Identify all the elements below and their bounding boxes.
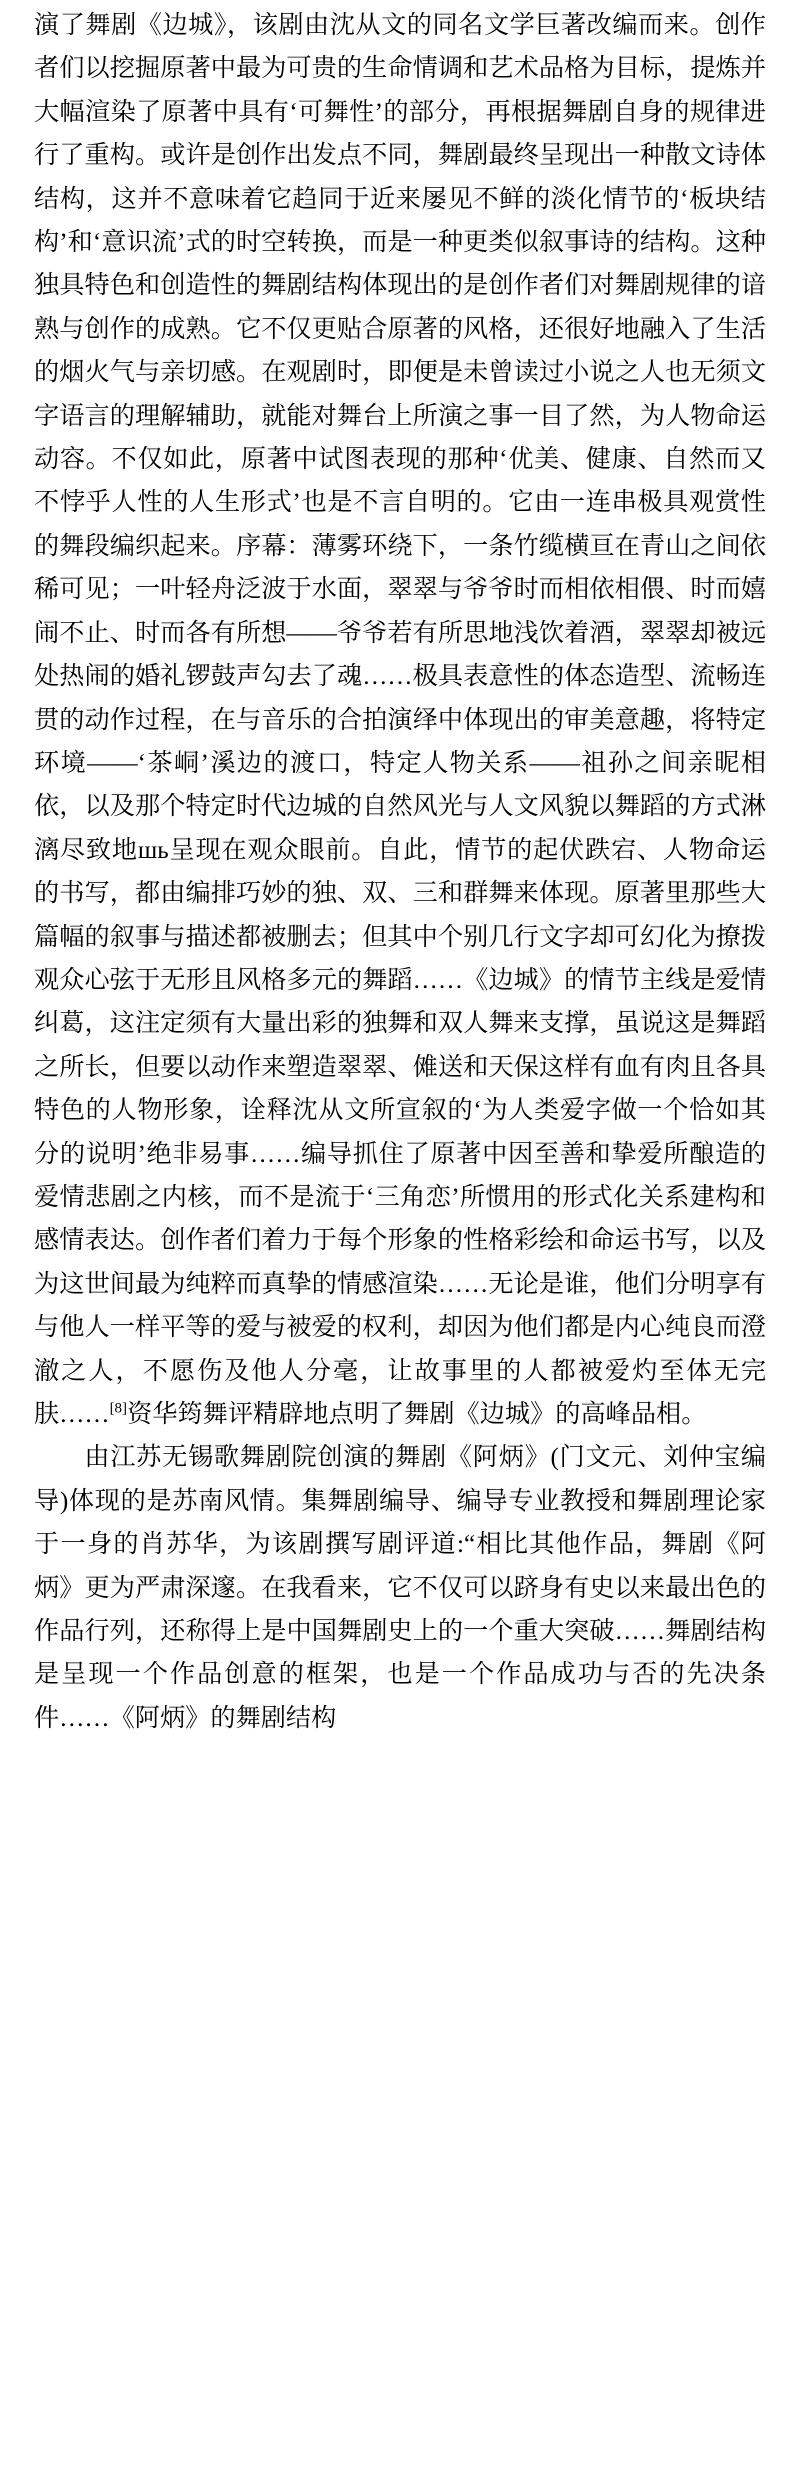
paragraph-1 (34, 4, 766, 1436)
footnote-reference: [8] (109, 1400, 128, 1417)
paragraph-1-text-after: 资华筠舞评精辟地点明了舞剧《边城》的高峰品相。 (127, 1401, 707, 1428)
document-body (34, 4, 766, 1740)
paragraph-1-text: 演了舞剧《边城》，该剧由沈从文的同名文学巨著改编而来。创作者们以挖掘原著中最为可贵的生命情调和艺术品格为目标，提炼并大幅渲染了原著中具有‘可舞性’的部分，再根据舞剧自身的规律进行了重构。或许是创作出发点不同，舞剧最终呈现出一种散文诗体结构，这并不意味着它趋同于近来屡见不鲜的淡化情节的‘板块结构’和‘意识流’式的时空转换，而是一种更类似叙事诗的结构。这种独具特色和创造性的舞剧结构体现出的是创作者们对舞剧规律的谙熟与创作的成熟。它不仅更贴合原著的风格，还很好地融入了生活的烟火气与亲切感。在观剧时，即便是未曾读过小说之人也无须文字语言的理解辅助，就能对舞台上所演之事一目了然，为人物命运动容。不仅如此，原著中试图表现的那种‘优美、健康、自然而又不悖乎人性的人生形式’也是不言自明的。它由一连串极具观赏性的舞段编织起来。序幕：薄雾环绕下，一条竹缆横亘在青山之间依稀可见；一叶轻舟泛波于水面，翠翠与爷爷时而相依相偎、时而嬉闹不止、时而各有所想——爷爷若有所思地浅饮着酒，翠翠却被远处热闹的婚礼锣鼓声勾去了魂……极具表意性的体态造型、流畅连贯的动作过程，在与音乐的合拍演绎中体现出的审美意趣，将特定环境——‘茶峒’溪边的渡口，特定人物关系——祖孙之间亲昵相依，以及那个特定时代边城的自然风光与人文风貌以舞蹈的方式淋漓尽致地шь呈现在观众眼前。自此，情节的起伏跌宕、人物命运的书写，都由编排巧妙的独、双、三和群舞来体现。原著里那些大篇幅的叙事与描述都被删去；但其中个别几行文字却可幻化为撩拨观众心弦于无形且风格多元的舞蹈……《边城》的情节主线是爱情纠葛，这注定须有大量出彩的独舞和双人舞来支撑，虽说这是舞蹈之所长，但要以动作来塑造翠翠、傩送和天保这样有血有肉且各具特色的人物形象，诠释沈从文所宣叙的‘为人类爱字做一个恰如其分的说明’绝非易事……编导抓住了原著中因至善和挚爱所酿造的爱情悲剧之内核，而不是流于‘三角恋’所惯用的形式化关系建构和感情表达。创作者们着力于每个形象的性格彩绘和命运书写，以及为这世间最为纯粹而真挚的情感渲染……无论是谁，他们分明享有与他人一样平等的爱与被爱的权利，却因为他们都是内心纯良而澄澈之人，不愿伤及他人分毫，让故事里的人都被爱灼至体无完肤…… (34, 12, 766, 1428)
paragraph-2: 由江苏无锡歌舞剧院创演的舞剧《阿炳》(门文元、刘仲宝编导)体现的是苏南风情。集舞剧编导、编导专业教授和舞剧理论家于一身的肖苏华，为该剧撰写剧评道:“相比其他作品，舞剧《阿炳》更为严肃深邃。在我看来，它不仅可以跻身有史以来最出色的作品行列，还称得上是中国舞剧史上的一个重大突破……舞剧结构是呈现一个作品创意的框架，也是一个作品成功与否的先决条件……《阿炳》的舞剧结构 (34, 1444, 766, 1732)
